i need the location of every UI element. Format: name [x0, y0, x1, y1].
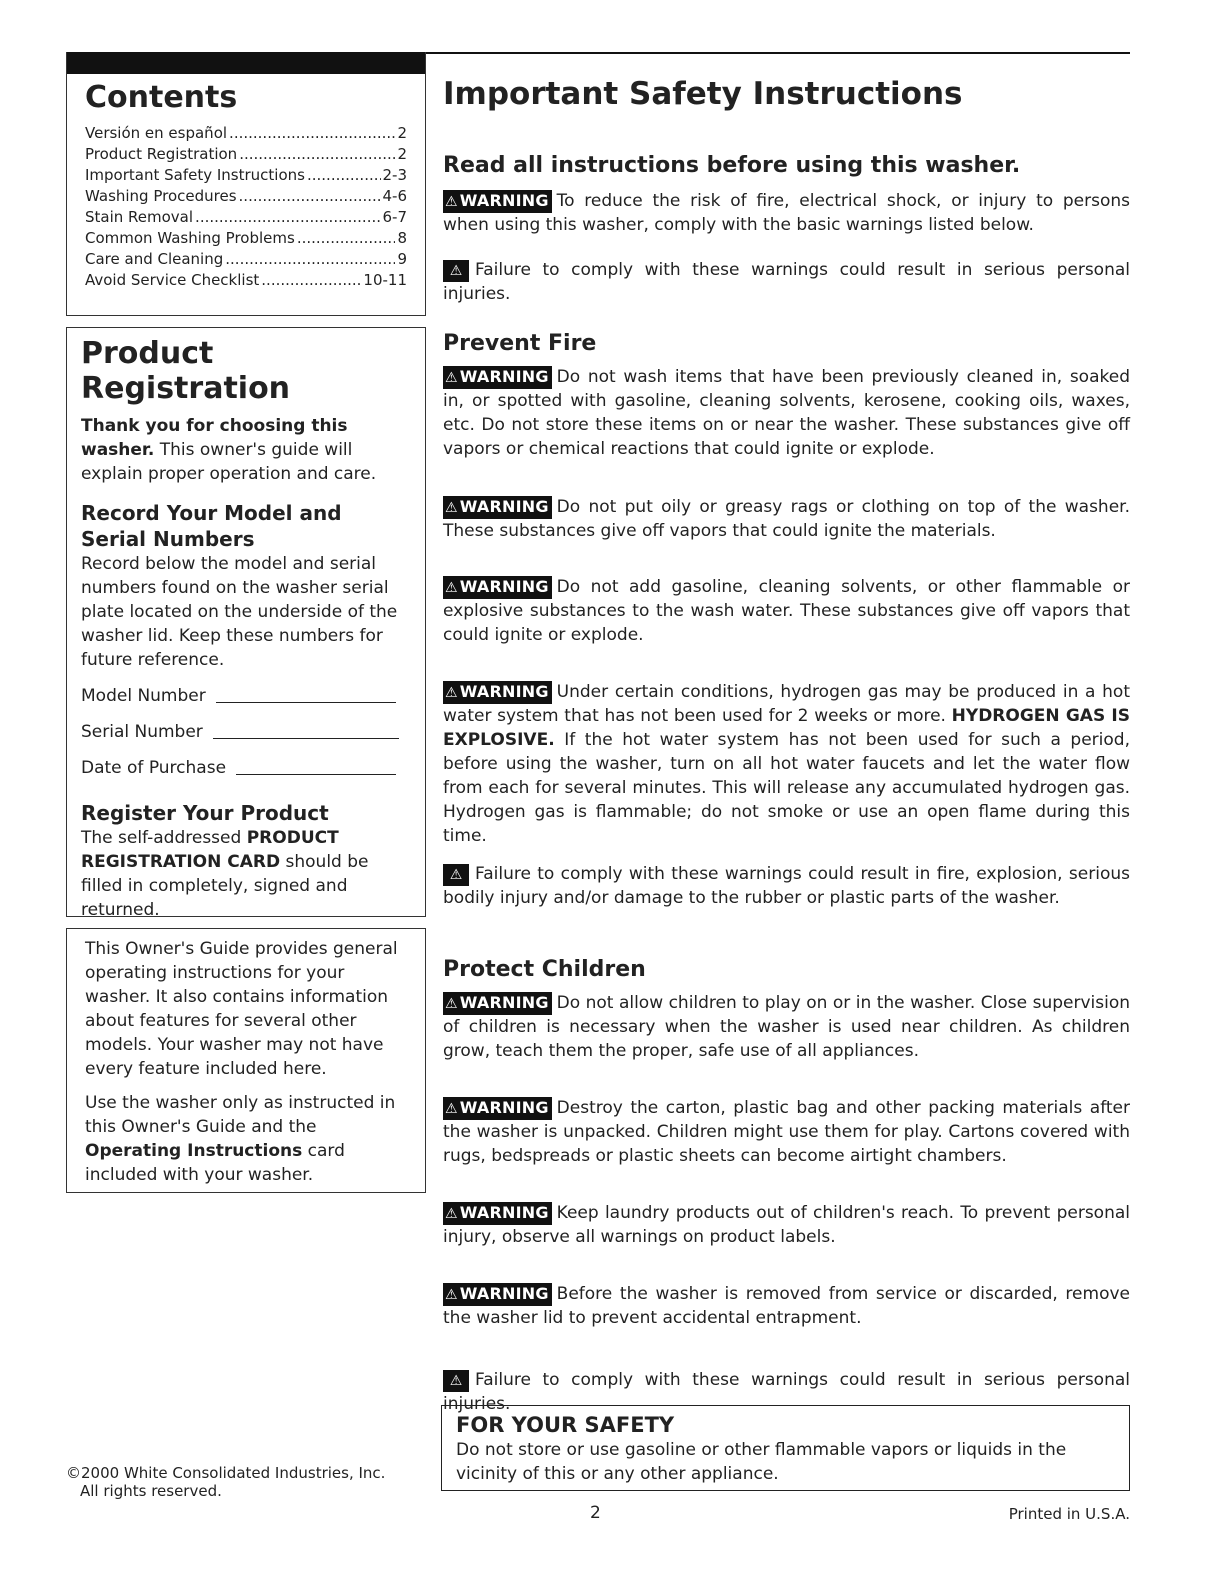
fire-warning-4-post: If the hot water system has not been used for such a period, before using the washer, turn on all hot water faucets and let the water flow from each for several minutes. This will release any accumulated hydrogen gas. Hydrogen gas is flammable; do not smoke or use an open flame during this time.: [443, 730, 1130, 846]
child-warning-2: [443, 1096, 1130, 1168]
register-heading: Register Your Product: [81, 801, 329, 825]
record-text: Record below the model and serial numbers found on the washer serial plate located on the underside of the washer lid. Keep these numbers for future reference.: [81, 554, 398, 670]
warning-badge: [443, 992, 552, 1015]
contents-item: [85, 165, 407, 186]
fire-warning-4-pre: Under certain conditions, hydrogen gas may be produced in a hot water system that has not been used for 2 weeks or more.: [443, 682, 1130, 726]
fire-warning-4-bold: HYDROGEN GAS IS EXPLOSIVE.: [443, 706, 1130, 750]
contents-item-page: 2-3: [382, 166, 407, 184]
page-number: 2: [590, 1503, 601, 1523]
contents-item: [85, 228, 407, 249]
child-warning-2-text: Destroy the carton, plastic bag and other packing materials after the washer is unpacked. Children might use them for play. Cartons covered with rugs, bedspreads or plastic sheets can become airtight chambers.: [443, 1098, 1130, 1166]
register-text-bold: PRODUCT REGISTRATION CARD: [81, 828, 339, 872]
warning-triangle-icon: ⚠: [445, 194, 458, 210]
register-text-pre: The self-addressed: [81, 828, 247, 848]
fire-caution-text: Failure to comply with these warnings could result in fire, explosion, serious bodily injury and/or damage to the rubber or plastic parts of the washer.: [443, 864, 1130, 908]
registration-thanks: [81, 414, 411, 486]
contents-item-page: 2: [397, 145, 407, 163]
main-column: [443, 76, 1130, 112]
fire-warning-4: [443, 680, 1130, 848]
contents-item-page: 10-11: [363, 271, 407, 289]
model-number-line[interactable]: [216, 702, 396, 703]
warning-badge: [443, 496, 552, 519]
warning-badge-label: WARNING: [459, 191, 549, 210]
contents-item-leader: [239, 144, 395, 165]
contents-item-page: 8: [397, 229, 407, 247]
warning-badge-label: WARNING: [459, 682, 549, 701]
registration-title: Product Registration: [81, 336, 291, 406]
registration-box: [66, 327, 426, 920]
guide-p2-pre: Use the washer only as instructed in this Owner's Guide and the: [85, 1093, 396, 1137]
contents-title: Contents: [85, 80, 238, 115]
child-warning-1-text: Do not allow children to play on or in the washer. Close supervision of children is necessary when the washer is used near children. As children grow, teach them the proper, safe use of all appliances.: [443, 993, 1130, 1061]
contents-item-leader: [195, 207, 380, 228]
main-title: Important Safety Instructions: [443, 76, 963, 112]
contents-item: [85, 270, 407, 291]
warning-badge-label: WARNING: [459, 367, 549, 386]
protect-children-heading: Protect Children: [443, 957, 646, 982]
contents-item: [85, 249, 407, 270]
warning-triangle-icon: ⚠: [445, 1287, 458, 1303]
register-text-post: should be filled in completely, signed and returned.: [81, 852, 369, 920]
guide-p2-post: card included with your washer.: [85, 1141, 345, 1185]
guide-paragraph-2: [85, 1091, 407, 1187]
warning-badge: [443, 681, 552, 704]
date-of-purchase-field[interactable]: [81, 756, 411, 780]
warning-badge: [443, 366, 552, 389]
warning-badge-label: WARNING: [459, 577, 549, 596]
contents-item: [85, 123, 407, 144]
fire-warning-1-text: Do not wash items that have been previously cleaned in, soaked in, or spotted with gasoline, cleaning solvents, kerosene, cooking oils, waxes, etc. Do not store these items on or near the washer. These substances give off vapors or chemical reactions that could ignite or explode.: [443, 367, 1130, 459]
warning-badge-label: WARNING: [459, 1098, 549, 1117]
contents-item-label: Important Safety Instructions: [85, 166, 305, 184]
safety-text: Do not store or use gasoline or other flammable vapors or liquids in the vicinity of this or any other appliance.: [456, 1440, 1067, 1484]
caution-triangle-icon: ⚠: [443, 864, 469, 886]
fire-warning-2-text: Do not put oily or greasy rags or clothing on top of the washer. These substances give off vapors that could ignite the materials.: [443, 497, 1130, 541]
warning-badge: [443, 190, 552, 213]
caution-triangle-icon: ⚠: [443, 1370, 469, 1392]
child-warning-1: [443, 991, 1130, 1063]
warning-triangle-icon: ⚠: [445, 580, 458, 596]
intro-warning-block: [443, 189, 1130, 237]
warning-triangle-icon: ⚠: [445, 370, 458, 386]
child-warning-3: [443, 1201, 1130, 1249]
contents-item-label: Care and Cleaning: [85, 250, 224, 268]
copyright-line-2: All rights reserved.: [80, 1482, 222, 1500]
read-instructions-heading: Read all instructions before using this washer.: [443, 153, 1021, 178]
contents-item-leader: [225, 249, 395, 270]
warning-badge-label: WARNING: [459, 497, 549, 516]
contents-item-page: 4-6: [382, 187, 407, 205]
contents-item-label: Product Registration: [85, 145, 238, 163]
guide-paragraph-1: This Owner's Guide provides general operating instructions for your washer. It also contains information about features for several other models. Your washer may not have every feature included here.: [85, 939, 398, 1079]
owners-guide-box: [66, 928, 426, 1193]
contents-item-page: 2: [397, 124, 407, 142]
contents-item-leader: [297, 228, 396, 249]
thanks-rest: This owner's guide will explain proper operation and care.: [81, 440, 377, 484]
warning-triangle-icon: ⚠: [445, 685, 458, 701]
header-rule: [425, 52, 1130, 54]
contents-box: [66, 52, 426, 316]
contents-item: [85, 186, 407, 207]
caution-triangle-icon: ⚠: [443, 260, 469, 282]
warning-badge: [443, 1283, 552, 1306]
record-heading: Record Your Model and Serial Numbers: [81, 501, 342, 551]
model-number-label: Model Number: [81, 686, 206, 706]
guide-p2-bold: Operating Instructions: [85, 1141, 303, 1161]
serial-number-line[interactable]: [213, 738, 399, 739]
contents-item-leader: [229, 123, 395, 144]
date-of-purchase-line[interactable]: [236, 774, 396, 775]
printed-in: Printed in U.S.A.: [1008, 1505, 1130, 1523]
copyright: [66, 1464, 426, 1500]
contents-item: [85, 144, 407, 165]
model-number-field[interactable]: [81, 684, 411, 708]
contents-item-leader: [239, 186, 381, 207]
register-text: [81, 826, 411, 922]
prevent-fire-heading: Prevent Fire: [443, 331, 597, 356]
contents-item-leader: [261, 270, 361, 291]
warning-badge-label: WARNING: [459, 993, 549, 1012]
child-warning-3-text: Keep laundry products out of children's reach. To prevent personal injury, observe all warnings on product labels.: [443, 1203, 1130, 1247]
safety-title: FOR YOUR SAFETY: [456, 1413, 675, 1437]
fire-warning-3: [443, 575, 1130, 647]
contents-item-label: Washing Procedures: [85, 187, 237, 205]
fire-warning-1: [443, 365, 1130, 461]
serial-number-label: Serial Number: [81, 722, 203, 742]
contents-item-label: Versión en español: [85, 124, 228, 142]
intro-caution-text: Failure to comply with these warnings could result in serious personal injuries.: [443, 260, 1130, 304]
thanks-bold: Thank you for choosing this washer.: [81, 416, 348, 460]
warning-badge: [443, 1202, 552, 1225]
date-of-purchase-label: Date of Purchase: [81, 758, 227, 778]
contents-item: [85, 207, 407, 228]
copyright-line-1: ©2000 White Consolidated Industries, Inc.: [66, 1464, 386, 1482]
warning-badge: [443, 1097, 552, 1120]
warning-badge-label: WARNING: [459, 1203, 549, 1222]
intro-caution-block: [443, 258, 1130, 306]
contents-item-label: Stain Removal: [85, 208, 194, 226]
fire-caution: [443, 862, 1130, 910]
warning-triangle-icon: ⚠: [445, 1206, 458, 1222]
fire-warning-3-text: Do not add gasoline, cleaning solvents, or other flammable or explosive substances to the wash water. These substances give off vapors that could ignite or explode.: [443, 577, 1130, 645]
contents-item-leader: [307, 165, 381, 186]
warning-triangle-icon: ⚠: [445, 1101, 458, 1117]
serial-number-field[interactable]: [81, 720, 411, 744]
intro-warning-text: To reduce the risk of fire, electrical shock, or injury to persons when using this washer, comply with the basic warnings listed below.: [443, 191, 1130, 235]
warning-badge-label: WARNING: [459, 1284, 549, 1303]
warning-triangle-icon: ⚠: [445, 500, 458, 516]
for-your-safety-box: [441, 1405, 1130, 1491]
contents-item-page: 9: [397, 250, 407, 268]
contents-item-label: Avoid Service Checklist: [85, 271, 260, 289]
child-warning-4-text: Before the washer is removed from service or discarded, remove the washer lid to prevent accidental entrapment.: [443, 1284, 1130, 1328]
warning-badge: [443, 576, 552, 599]
contents-item-label: Common Washing Problems: [85, 229, 295, 247]
child-warning-4: [443, 1282, 1130, 1330]
warning-triangle-icon: ⚠: [445, 996, 458, 1012]
child-caution-text: Failure to comply with these warnings could result in serious personal injuries.: [443, 1370, 1130, 1414]
contents-item-page: 6-7: [382, 208, 407, 226]
contents-list: [85, 123, 407, 291]
fire-warning-2: [443, 495, 1130, 543]
